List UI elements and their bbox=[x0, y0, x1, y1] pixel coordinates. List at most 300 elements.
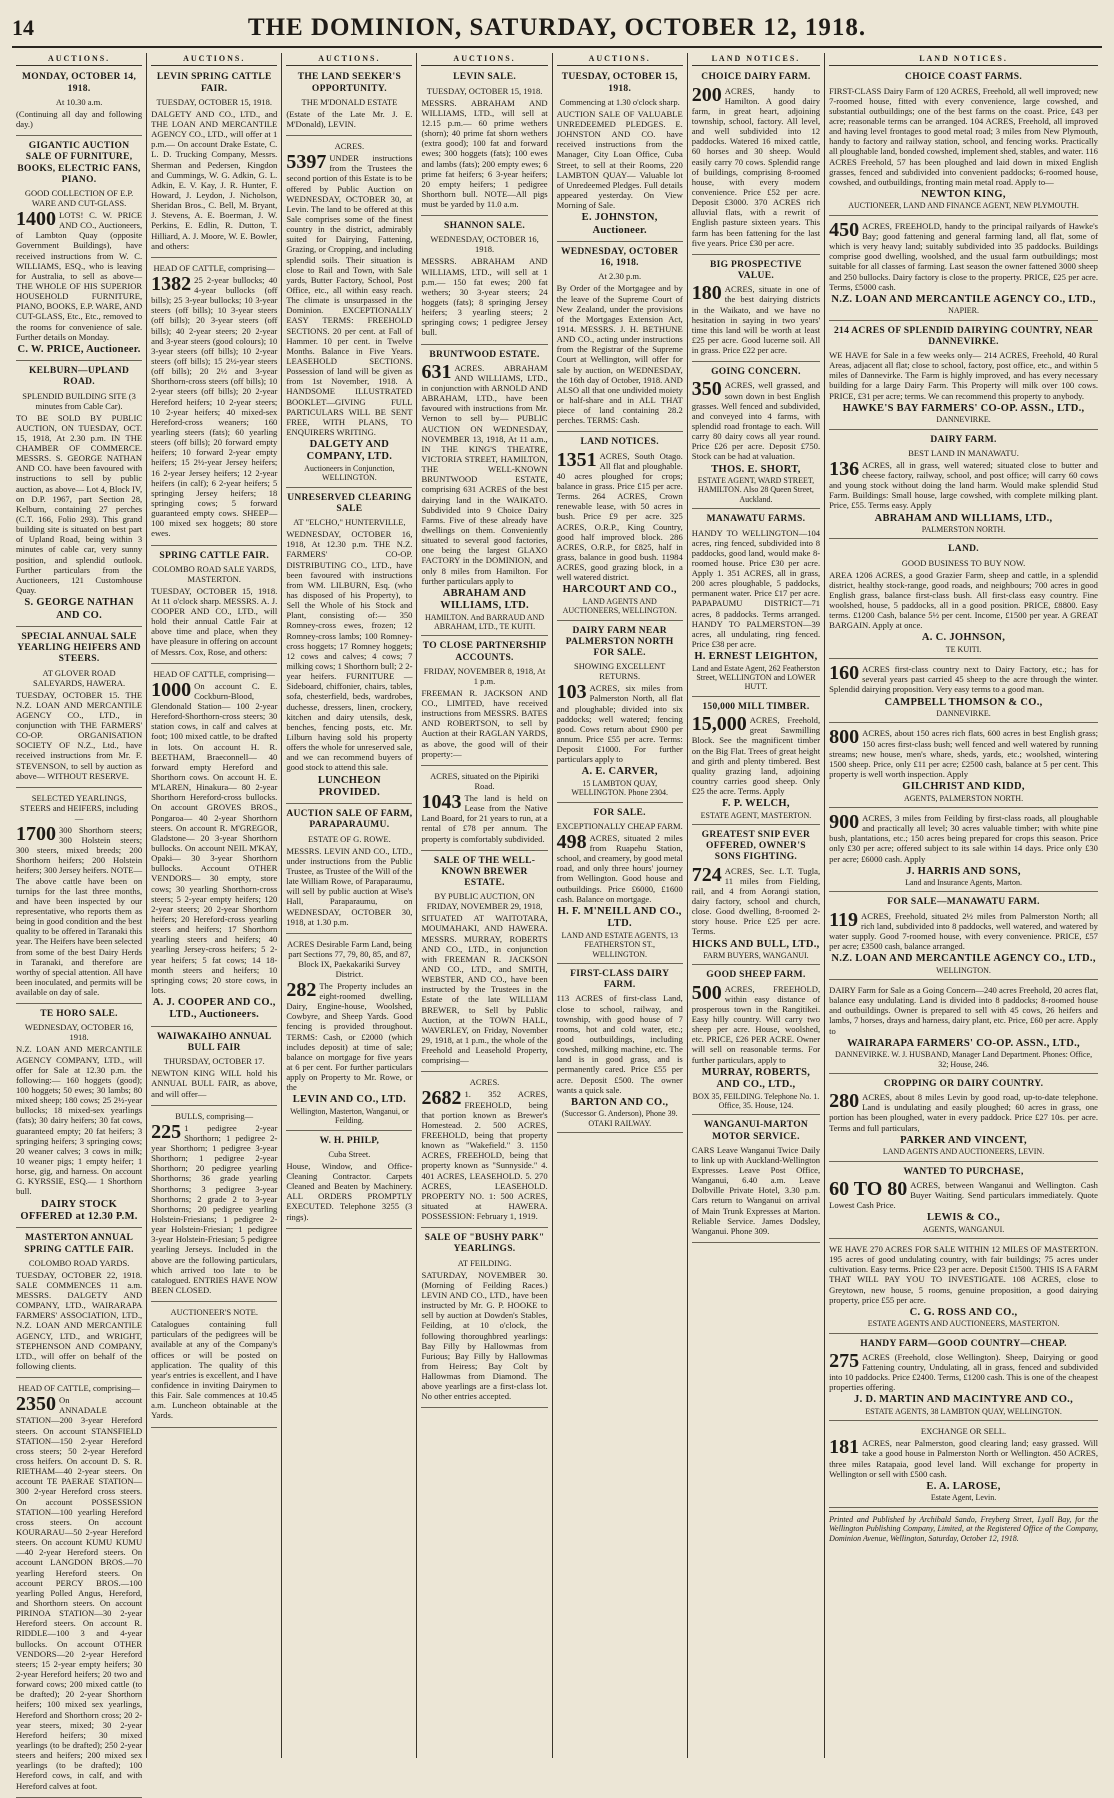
ad-figure: 200 bbox=[691, 83, 722, 106]
advertiser-name: J. D. MARTIN AND MACINTYRE AND CO., bbox=[854, 1394, 1074, 1406]
ad-subtitle: At 2.30 p.m. bbox=[598, 271, 642, 282]
ad-subtitle: AT GLOVER ROAD SALEYARDS, HAWERA. bbox=[33, 667, 126, 688]
ad-title: UNRESERVED CLEARING SALE bbox=[287, 492, 412, 514]
ad-title: THE LAND SEEKER'S OPPORTUNITY. bbox=[297, 72, 402, 94]
ad-title: SPECIAL ANNUAL SALE YEARLING HEIFERS AND STEERS. bbox=[17, 631, 141, 665]
advertisement bbox=[692, 364, 820, 509]
ad-text: WEDNESDAY, OCTOBER 16, 1918, At 12.30 p.m. THE N.Z. FARMERS' CO-OP. DISTRIBUTING CO., LTD., have been favoured with instructions from WM. LILBURN, Esq. (who has disposed of his Property), to Sell the Whole of his Stock and Plant, consisting of:— 350 Romney-cross ewes, frozen; 12 Romney-cross lambs; 100 Romney-cross hoggets; 17 Romney hoggets; 12 cows and calves; 4 cows; 7 milking cows; 1 Shorthorn bull; 2 2-year heifers. FURNITURE — Sideboard, chiffonier, chairs, tables, sofa, chesterfield, beds, wardrobes, duchesse, dressers, linen, crockery, kitchen and dairy utensils, desk, benches, fencing posts, etc. Mr. Lilburn having sold his property offers the whole for unreserved sale, and we can recommend buyers of good stock to attend this sale. bbox=[286, 529, 413, 773]
ad-body bbox=[691, 83, 821, 248]
ad-subtitle: COLOMBO ROAD YARDS. bbox=[28, 1257, 130, 1268]
ad-subtitle: THE M'DONALD ESTATE bbox=[301, 96, 398, 107]
ad-body bbox=[692, 1145, 820, 1236]
newspaper-title: THE DOMINION, SATURDAY, OCTOBER 12, 1918. bbox=[247, 14, 867, 41]
ad-body bbox=[286, 153, 412, 437]
ad-text: MESSRS. ABRAHAM AND WILLIAMS, LTD., will sell at 12.15 p.m.— 60 prime wethers (shorn); 40 prime fat shorn wethers (extra good); 100 fat and forward ewes; 300 hoggets (fats); 100 ewes and lambs (fats); 200 empty ewes; 6 prime fat heifers; 6 3-year heifers; 20 empty heifers; 1 pedigree Shorthorn bull. NOTE—All pigs must be yarded by 11.0 a.m. bbox=[421, 97, 548, 210]
ad-text: ACRES, near Palmerston, good clearing land; easy grassed. Will take a good house in Palmerston North or Wellington. 450 ACRES, three miles Ratapaia, good level land. Will exchange for property in Wellington or sell with £500 cash. bbox=[829, 1438, 1098, 1479]
ad-subtitle: EXCHANGE OR SELL. bbox=[920, 1426, 1007, 1437]
advertiser-name: J. HARRIS AND SONS, bbox=[906, 865, 1021, 877]
ad-subtitle: Commencing at 1.30 o'clock sharp. bbox=[559, 96, 680, 107]
ad-text: LOTS! C. W. PRICE AND CO., Auctioneers, of Lambton Quay (opposite Government Buildings), have received instructions from W. C. WILLIAMS, ESQ., who is leaving for Australia, to sell as above— THE WHOLE OF HIS SUPERIOR HOUSEHOLD FURNITURE, PIANO, BOOKS, E.P. WARE, AND CUT-GLASS, Etc., Etc., removed to the rooms for convenience of sale. Further details on Monday. bbox=[16, 209, 143, 342]
advertisement bbox=[421, 1074, 547, 1228]
advertisement bbox=[421, 853, 547, 1073]
ad-text: WE HAVE 270 ACRES FOR SALE WITHIN 12 MILES OF MASTERTON. 195 acres of good undulating country, with fair buildings; 75 acres under cultivation. Easy terms. Price £23 per acre. Deposit £1500. THIS IS A FARM THAT WILL PAY YOU TO INVESTIGATE. 108 ACRES, close to Greytown, new house, 5 rooms, genuine proposition, a good dairying property, price £55 per acre. bbox=[829, 1244, 1098, 1305]
ad-figure: 280 bbox=[829, 1090, 860, 1113]
ad-text: FIRST-CLASS Dairy Farm of 120 ACRES, Freehold, all well improved; new 7-roomed house, fitted with every convenience, large cowshed, and substantial outbuildings; one of the best farms on the coast. Price, £43 per acre; reasonable terms can be arranged. 104 ACRES, Freehold, all improved and having level frontages to good metal road; 3 miles from New Plymouth, handy to factory and railway station, school, and fencing works. Practically all ploughable land, bonded cowshed, implement shed, stables, and water. 116 ACRES Freehold, 57 has been ploughed and laid down in mixed English grasses, fenced and subdivided into convenient paddocks; 6-roomed house, cowshed, and outbuildings, fronting main metal road. Apply to— bbox=[829, 85, 1098, 187]
advertiser-address: LAND AND ESTATE AGENTS, 13 FEATHERSTON ST., WELLINGTON. bbox=[561, 930, 678, 959]
advertiser-address: Estate Agent, Levin. bbox=[930, 1493, 997, 1503]
ad-body bbox=[829, 728, 1098, 779]
ad-title: WANTED TO PURCHASE, bbox=[903, 1166, 1024, 1177]
ad-figure: 2350 bbox=[16, 1393, 56, 1416]
advertisement bbox=[151, 666, 277, 1027]
ad-figure: 5397 bbox=[286, 151, 327, 174]
ad-title: KELBURN—UPLAND ROAD. bbox=[28, 366, 130, 388]
ad-text: ACRES, South Otago. All flat and ploughable. 40 acres ploughed for crops; balance in grass. Price £15 per acre. Terms. 264 ACRES, Crown renewable lease, with 50 acres in bush. Price £9 per acre. 325 ACRES, O.R.P., King Country, good half improved block. 286 ACRES, O.R.P., for £825, half in grass, balance in good bush. 11984 ACRES, good grazing block, in a well watered district. bbox=[556, 450, 683, 583]
ad-body bbox=[151, 1068, 277, 1098]
ad-body bbox=[691, 981, 821, 1065]
ad-text: WE HAVE for Sale in a few weeks only— 214 ACRES, Freehold, 40 Rural Areas, adjacent all flat; close to school, factory, post office, etc., and within 5 miles of Dannevirke. The Farm is highly improved, and has every necessary building for a large Dairy Farm. This Property will milk over 100 cows. PRICE, £31 per acre; terms. We can recommend this property to anybody. bbox=[829, 350, 1098, 401]
ad-figure: 1400 bbox=[16, 207, 56, 230]
ad-title: BIG PROSPECTIVE VALUE. bbox=[710, 259, 802, 282]
advertisement bbox=[829, 725, 1098, 808]
ad-subtitle: EXCEPTIONALLY CHEAP FARM. bbox=[556, 820, 683, 831]
ad-body bbox=[421, 360, 548, 586]
ad-text: TUESDAY, OCTOBER 15. THE N.Z. LOAN AND MERCANTILE AGENCY CO., LTD., in conjunction with THE FARMERS' CO-OP. ORGANISATION SOCIETY OF N.Z., Ltd., have received instructions from Mr. F. STEVENSON, to sell by auction as above— WITHOUT RESERVE. bbox=[16, 689, 143, 781]
ad-subtitle: SPLENDID BUILDING SITE (3 minutes from Cable Car). bbox=[22, 390, 136, 411]
ad-text: AUCTION SALE OF VALUABLE UNREDEEMED PLEDGES. E. JOHNSTON AND CO. have received instructions from the Manager, City Loan Office, Cuba Street, to sell at their Rooms, 220 LAMBTON QUAY— Valuable lot of Unredeemed Pledges. Full details appeared yesterday. On View Morning of Sale. bbox=[556, 108, 683, 211]
ad-title: MONDAY, OCTOBER 14, 1918. bbox=[22, 72, 137, 94]
advertiser-address: Auctioneers in Conjunction, WELLINGTON. bbox=[304, 463, 395, 483]
ad-title: CHOICE COAST FARMS. bbox=[905, 72, 1023, 83]
ad-body bbox=[16, 690, 142, 781]
ad-body bbox=[829, 1349, 1098, 1393]
advertisement bbox=[692, 827, 820, 965]
advertisement bbox=[557, 805, 683, 964]
ad-body bbox=[829, 1177, 1098, 1211]
advertisement bbox=[421, 347, 547, 637]
ad-figure: 282 bbox=[286, 978, 317, 1001]
advertiser-address: BOX 35, FEILDING. Telephone No. 1. Office, 35. House, 124. bbox=[692, 1091, 820, 1110]
ad-body bbox=[557, 993, 683, 1094]
advertiser-name: H. ERNEST LEIGHTON, bbox=[694, 651, 818, 663]
advertiser-address: ESTATE AGENT, MASTERTON. bbox=[700, 810, 812, 820]
column-7 bbox=[825, 53, 1102, 1758]
ad-title: TO CLOSE PARTNERSHIP ACCOUNTS. bbox=[422, 641, 547, 663]
ad-subtitle: HEAD OF CATTLE, comprising— bbox=[153, 262, 275, 273]
ad-body bbox=[829, 218, 1098, 292]
ad-body bbox=[286, 978, 413, 1093]
ad-subtitle: ACRES. bbox=[334, 141, 365, 152]
ad-text: N.Z. LOAN AND MERCANTILE AGENCY COMPANY, LTD., will offer for Sale at 12.30 p.m. the following:— 160 hoggets (good); 100 hoggets; 50 ewes; 30 lambs; 80 mixed sheep; 180 cows; 25 2½-year bullocks; 18 mixed-sex yearlings (fats); 30 dairy heifers; 30 fat cows, guaranteed empty; 20 fat heifers; 3 springing heifers; 3 springing cows; 20 weaner calves; 3 cows in milk; 10 weaner pigs; 1 empty heifer; 1 horse, gig, and harness. On account G. KYRSSIE, ESQ.— 1 Shorthorn bull. bbox=[16, 1044, 143, 1197]
column-grid bbox=[12, 53, 1102, 1791]
advertisement bbox=[421, 1230, 547, 1408]
advertisement bbox=[829, 432, 1098, 540]
ad-subtitle: At 10.30 a.m. bbox=[55, 96, 103, 107]
ad-body bbox=[421, 98, 547, 210]
advertisement bbox=[829, 661, 1098, 723]
ad-text: On account ANNADALE STATION—200 3-year Hereford steers. On account STANSFIELD STATION—150 2-year Hereford cross steers; 50 2-year Hereford cross heifers. On account D. S. R. RIETHAM—40 2-year steers. On account TE PAERAE STATION—300 2-year Hereford cross steers. On account POSSESSION STATION—100 yearling Hereford cross steers. On account KOURARAU—50 2-year Hereford steers. On account KUMU KUMU—40 2-year Hereford steers. On account LANGDON BROS.—70 yearling Hereford steers. On account PERCY BROS.—100 yearling Polled Angus, Hereford, and Shorthorn steers. On account PIRINOA STATION—30 2-year Hereford steers. On account R. RIDDLE—100 3 and 4-year bullocks. On account OTHER VENDORS—20 2-year Hereford steers; 15 2-year empty heifers; 30 2-year Hereford heifers; 20 two and forward cows; 200 mixed cattle (to be drafted); 20 2-year Shorthorn heifers; 100 mixed sex yearlings, Hereford and Shorthorn cross; 20 2-year steers, mixed; 30 2-year Hereford heifers; 30 mixed yearlings (to be drafted); 250 2-year steers and heifers; 200 mixed sex yearlings (to be drafted); 100 Hereford cows, in calf, and with Hereford calves at foot. bbox=[16, 1395, 143, 1791]
ad-body bbox=[692, 528, 820, 650]
ad-body bbox=[829, 86, 1098, 187]
advertiser-name: H. F. M'NEILL AND CO., LTD. bbox=[557, 905, 682, 930]
advertiser-name: DAIRY STOCK OFFERED at 12.30 P.M. bbox=[20, 1198, 138, 1222]
ad-title: WANGANUI-MARTON MOTOR SERVICE. bbox=[703, 1120, 809, 1142]
ad-text: On account C. E. Cockburn-Blood, Glendonald Station— 100 2-year Hereford-Shorthorn-cross steers; 30 station cows, in calf and calves at foot; 100 mixed cattle, to be drafted in lots. On account H. R. BEETHAM, Braeconnell— 40 forward empty Hereford and Shorthorn cows. On account H. E. M'LAREN, Hinakura— 80 2-year Shorthorn Hereford-cross bullocks. On account GROVES BROS., Pongaroa— 40 2-year Shorthorn steers. On account R. M'GREGOR, Gladstone— 20 3-year Shorthorn bullocks. On account NEIL M'KAY, Opaki— 30 3-year Shorthorn bullocks. Account OTHER VENDORS— 30 empty, store cows; 30 yearling Shorthorn-cross steers; 5 2-year empty heifers; 120 2-year steers; 20 2-year Shorthorn heifers; 20 Hereford-cross yearling steers and heifers; 17 Shorthorn yearling steers and heifers; 40 yearling Jersey-cross heifers; 5 2-year heifers; 5 fat cows; 14 18-month steers and heifers; 10 springing cows; 20 store cows, in lots. bbox=[151, 680, 278, 995]
advertiser-name: DALGETY AND COMPANY, LTD. bbox=[306, 439, 393, 463]
advertiser-address: AUCTIONEER, LAND AND FINANCE AGENT, NEW PLYMOUTH. bbox=[848, 201, 1079, 211]
ad-title: BRUNTWOOD ESTATE. bbox=[429, 349, 540, 360]
advertiser-name: E. A. LAROSE, bbox=[926, 1480, 1001, 1492]
ad-subtitle: COLOMBO ROAD SALE YARDS, MASTERTON. bbox=[152, 563, 277, 584]
ad-text: ACRES, between Wanganui and Wellington. Cash Buyer Waiting. Send particulars immediately. Quote Lowest Cash Price. bbox=[829, 1179, 1098, 1211]
ad-title: SHANNON SALE. bbox=[444, 221, 526, 232]
ad-text: HANDY TO WELLINGTON—104 acres, ring fenced, subdivided into 8 paddocks, good land, would make 8-roomed house. Price £30 per acre. Apply 1. 351 ACRES, all in grass, 200 acres ploughable, 5 paddocks, permanent water. Price £17 per acre. PAPAPAUMU DISTRICT—71 acres, 8 paddocks. Terms arranged. HANDY TO PALMERSTON—39 acres, all undulating, ring fenced. Price £38 per acre. bbox=[691, 527, 821, 650]
advertisement bbox=[692, 1117, 820, 1243]
ad-title: SPRING CATTLE FAIR. bbox=[159, 550, 270, 561]
ad-body bbox=[286, 529, 412, 772]
column-4 bbox=[417, 53, 552, 1758]
ad-subtitle: THURSDAY, OCTOBER 17. bbox=[163, 1056, 265, 1067]
ad-body bbox=[556, 448, 683, 583]
ad-figure: 1000 bbox=[151, 678, 192, 701]
ad-title: FIRST-CLASS DAIRY FARM. bbox=[570, 968, 670, 991]
advertisement bbox=[16, 69, 142, 136]
advertiser-name: PARKER AND VINCENT, bbox=[900, 1134, 1027, 1146]
advertiser-name: HARCOURT AND CO., bbox=[562, 584, 677, 596]
ad-body bbox=[286, 846, 412, 927]
ad-title: 214 ACRES OF SPLENDID DAIRYING COUNTRY, NEAR DANNEVIRKE. bbox=[833, 325, 1094, 347]
advertisement bbox=[557, 434, 683, 620]
advertisement bbox=[829, 1164, 1098, 1239]
advertiser-name: MURRAY, ROBERTS, AND CO., LTD., bbox=[701, 1066, 811, 1091]
ad-text: ACRES, handy to Hamilton. A good dairy farm, in great heart, adjoining township, school, factory. All level, and well subdivided into 12 paddocks. Watered 16 mixed cattle, 60 horses and 30 sheep. Would easily carry 70 cows. Splendid range of buildings, comprising 8-roomed house, with every modern convenience. Price £52 per acre. Deposit £3000. 370 ACRES rich alluvial flats, with a rewrit of English pasture sixteen years. This farm has been fattening for the last five years. Price £30 per acre. bbox=[691, 85, 821, 248]
ad-text: House, Window, and Office-Cleaning Contractor. Carpets Cleaned and Beaten by Machinery. ALL ORDERS PROMPTLY EXECUTED. Telephone 3255 (3 rings). bbox=[286, 1160, 413, 1222]
ad-subtitle: GOOD BUSINESS TO BUY NOW. bbox=[901, 557, 1026, 568]
ad-text: ACRES, situate in one of the best dairying districts in the Waikato, and we have no hesitation in saying in two years' time this land will be worth at least £25 per acre. Good lucerne soil. All in grass. Price £22 per acre. bbox=[691, 284, 821, 356]
ad-body bbox=[421, 913, 547, 1065]
advertisement bbox=[692, 257, 820, 362]
ad-text: DALGETY AND CO., LTD., and THE LOAN AND MERCANTILE AGENCY CO., LTD., will offer at 1 p.m.— On account Drake Estate, C. L. D. Trucking Company, Messrs. Sherman and Pedersen, Kingdon and Cummings, W. G. Adkin, G. L. Adkin, E. V. Kay, J. R. Hunter, F. Howard, J. Leydon, J. Nicholson, Sheridan Bros., C. Bell, M. Bryant, J. Stevens, A. E. Boerman, J. W. Perkins, E. Edlin, R. Dutton, T. Hilliard, A. J. Moore, W. E. Bowler, and others: bbox=[151, 108, 278, 251]
ad-title: GOOD SHEEP FARM. bbox=[706, 970, 806, 981]
advertisement bbox=[16, 1380, 142, 1798]
advertisement bbox=[829, 1241, 1098, 1334]
ad-text: 1. 352 ACRES, FREEHOLD, being that portion known as Brewer's Homestead. 2. 500 ACRES, FREEHOLD, being that property known as "Wakefield." 3. 1150 ACRES, FREEHOLD, being that property known as "Sunnyside." 4. 401 ACRES, LEASEHOLD. 5. 270 ACRES, LEASEHOLD. PROPERTY NO. 1: 500 ACRES, situated at HAWERA. POSSESSION: February 1, 1919. bbox=[421, 1089, 548, 1222]
advertiser-address: ESTATE AGENTS, 38 LAMBTON QUAY, WELLINGTON. bbox=[865, 1406, 1062, 1416]
ad-text: ACRES, all in grass, well watered; situated close to butter and cheese factory, railway, school, and post office; will carry 60 cows and young stock without doing the land harm. Would make splendid Stud Farm. Buildings: Small house, large cowshed, with complete milking plant. Price, £55. Terms easy. Apply bbox=[829, 459, 1098, 511]
ad-text: ACRES, 3 miles from Feilding by first-class roads, all ploughable and practically all level; 30 acres valuable timber; with white pine bush, plantations, etc.; 150 acres being prepared for crops this season. Price only £30 per acre; offered subject to its sale within 14 days. Price only £30 per acre; £6000 cash. Apply bbox=[829, 812, 1098, 864]
ad-text: MESSRS. LEVIN AND CO., LTD., under instructions from the Public Trustee, as Trustee of the Will of the late William Rowe, of Paraparaumu, will sell by public auction at Wise's Hall, Paraparaumu, on WEDNESDAY, OCTOBER 30, 1918, at 1.30 p.m. bbox=[286, 845, 413, 927]
advertiser-address: AGENTS, PALMERSTON NORTH. bbox=[903, 793, 1024, 803]
ad-title: AUCTION SALE OF FARM, PARAPARAUMU. bbox=[286, 809, 413, 831]
ad-figure: 225 bbox=[151, 1120, 182, 1143]
ad-title: DAIRY FARM NEAR PALMERSTON NORTH FOR SALE. bbox=[565, 625, 674, 659]
ad-body bbox=[829, 1092, 1098, 1133]
advertisement bbox=[16, 1006, 142, 1228]
column-6 bbox=[688, 53, 825, 1758]
ad-text: UNDER instructions from the Trustees the second portion of this Estate is to be offered by Public Auction on WEDNESDAY, OCTOBER 30, at Levin. The land to be offered at this Sale comprises some of the finest country in the district, admirably suited for Dairying, Fattening, Grazing, or Cropping, and including splendid soils. Their situation is close to Rail and Town, with Sale yards, Butter Factory, School, Post Office, etc., all within easy reach. The climate is unsurpassed in the Dominion. EXCEPTIONALLY EASY TERMS: FREEHOLD SECTIONS. 20 per cent. at Fall of Hammer. 10 per cent. in Twelve Months. Balance in Five Years. LEASEHOLD SECTIONS. Possession of land will be given as from 1st November, 1918. A HANDSOME ILLUSTRATED BOOKLET—GIVING FULL PARTICULARS WILL BE SENT FREE, WITH PLANS, TO ENQUIRERS WRITING. bbox=[286, 153, 413, 437]
ad-text: ACRES. ABRAHAM AND WILLIAMS, LTD., in conjunction with ARNOLD AND ABRAHAM, LTD., have been favoured with instructions from Mr. Vernon to sell by— PUBLIC AUCTION ON WEDNESDAY, NOVEMBER 13, 1918, At 11 a.m., IN THE KING'S THEATRE, VICTORIA STREET, HAMILTON, THE WELL-KNOWN BRUNTWOOD ESTATE, comprising 631 ACRES of the best dairying land in the WAIKATO. Subdivided into 9 Choice Dairy Farms. Five of these already have dwellings on them. Conveniently situated to several good factories, one being the largest GLAXO FACTORY in the DOMINION, and only 8 miles from Hamilton. For further particulars apply to bbox=[421, 362, 548, 586]
advertisement bbox=[286, 1133, 412, 1229]
ad-body bbox=[151, 586, 277, 657]
ad-figure: 181 bbox=[829, 1436, 860, 1459]
advertisement bbox=[557, 69, 683, 242]
column-heading: AUCTIONS. bbox=[557, 53, 683, 66]
ad-figure: 498 bbox=[556, 830, 587, 853]
ad-title: CROPPING OR DAIRY COUNTRY. bbox=[883, 1078, 1044, 1089]
ad-text: NEWTON KING WILL hold his ANNUAL BULL FAIR, as above, and will offer— bbox=[151, 1068, 278, 1099]
ad-text: FREEMAN R. JACKSON AND CO., LIMITED, have received instructions from MESSRS. BATES AND ROBERTSON, to sell by Auction at their RAGLAN YARDS, as above, the good will of their property:— bbox=[421, 687, 548, 759]
ad-text: ACRES, situated 2 miles from Ruapehu Station, school, and creamery, by good metal road, and only three hours' journey from Wellington. Good house and outbuildings. Price £6000, £1600 cash. Balance on mortgage. bbox=[556, 832, 683, 904]
ad-body bbox=[151, 678, 278, 995]
ad-body bbox=[151, 109, 277, 251]
advertiser-address: HAMILTON. And BARRAUD AND ABRAHAM, LTD., TE KUITI. bbox=[424, 612, 545, 632]
printer-imprint: Printed and Published by Archibald Sando, Freyberg Street, Lyall Bay, for the Wellington Publishing Company, Limited, at the Registered Office of the Company, Dominion Avenue, Wellington, Saturday, October 12, 1918. bbox=[829, 1511, 1098, 1543]
advertiser-address: WELLINGTON. bbox=[936, 965, 991, 975]
ad-text: ACRES, Freehold, situated 2½ miles from Palmerston North; all rich land, subdivided into 8 paddocks, well watered, and watered by water supply. Good 7-roomed house, with every convenience. PRICE, £57 per acre; £3500 cash, balance arranged. bbox=[829, 910, 1098, 952]
ad-body bbox=[16, 109, 142, 129]
ad-body bbox=[691, 863, 821, 937]
advertisement bbox=[151, 1108, 277, 1302]
ad-body bbox=[829, 1438, 1098, 1479]
ad-figure: 180 bbox=[691, 282, 722, 305]
advertiser-name: N.Z. LOAN AND MERCANTILE AGENCY CO., LTD., bbox=[831, 953, 1096, 965]
advertisement bbox=[692, 699, 820, 825]
column-3 bbox=[282, 53, 417, 1758]
ad-title: 150,000 MILL TIMBER. bbox=[702, 701, 810, 712]
ad-figure: 15,000 bbox=[691, 713, 747, 736]
advertiser-address: LAND AGENTS AND AUCTIONEERS, WELLINGTON. bbox=[562, 596, 677, 616]
ad-text: ACRES, about 150 acres rich flats, 600 acres in best English grass; 150 acres first-class bush; well fenced and well watered by running streams; new house, men's whare, sheds, yards, etc.; woolshed, wintering 1500 sheep. Price, only £11 per acre; £2500 cash, balance at 5 per cent. This property is well worth inspection. Apply bbox=[829, 728, 1098, 779]
advertisement bbox=[151, 69, 277, 257]
ad-title: FOR SALE—MANAWATU FARM. bbox=[887, 897, 1040, 908]
ad-title: WAIWAKAIHO ANNUAL BULL FAIR bbox=[156, 1031, 272, 1054]
advertiser-address: Land and Insurance Agents, Marton. bbox=[905, 878, 1022, 888]
advertiser-address: PALMERSTON NORTH. bbox=[921, 524, 1006, 534]
ad-subtitle: Cuba Street. bbox=[328, 1148, 371, 1159]
advertisement bbox=[286, 138, 412, 488]
advertisement bbox=[829, 69, 1098, 215]
advertiser-name: WAIRARAPA FARMERS' CO-OP. ASSN., LTD., bbox=[847, 1037, 1080, 1049]
ad-subtitle: ESTATE OF G. ROWE. bbox=[308, 833, 391, 844]
ad-title: TUESDAY, OCTOBER 15, 1918. bbox=[561, 72, 678, 94]
ad-body bbox=[421, 790, 548, 844]
ad-text: (Estate of the Late Mr. J. E. M'Donald), LEVIN. bbox=[286, 108, 413, 129]
ad-body bbox=[692, 380, 820, 461]
ad-text: ACRES (Freehold, close Wellington). Sheep, Dairying or good Fattening country, Undulating, all in grass, fenced and subdivided into 10 paddocks. Price £2400. Terms, £1200 cash. This is one of the cheapest properties offering. bbox=[829, 1351, 1098, 1393]
ad-subtitle: ACRES Desirable Farm Land, being part Sections 77, 79, 80, 85, and 87, Block IX, Paekakariki Survey District. bbox=[286, 938, 412, 979]
advertisement bbox=[151, 260, 277, 546]
ad-subtitle: HEAD OF CATTLE, comprising— bbox=[153, 668, 275, 679]
ad-text: MESSRS. ABRAHAM AND WILLIAMS, LTD., will sell at 1 p.m.— 150 fat ewes; 200 fat wethers; 30 3-year steers; 24 hoggets (fats); 8 springing Jersey heifers; 3 yearling steers; 2 springing cows; 1 pedigree Jersey bull. bbox=[421, 256, 548, 338]
ad-text: ACRES, about 8 miles Levin by good road, up-to-date telephone. Land is undulating and easily ploughed; 60 acres in grass, one portion has been ploughed, water in every paddock. Price £27 10s. per acre. Terms and full particulars, bbox=[829, 1092, 1098, 1133]
advertiser-address: FARM BUYERS, WANGANUI. bbox=[703, 950, 809, 960]
ad-figure: 800 bbox=[829, 726, 860, 749]
column-5 bbox=[553, 53, 688, 1758]
ad-figure: 900 bbox=[829, 810, 860, 833]
ad-title: TE HORO SALE. bbox=[40, 1009, 118, 1020]
ad-subtitle: FRIDAY, NOVEMBER 8, 1918, At 1 p.m. bbox=[423, 665, 546, 686]
ad-body bbox=[421, 1270, 547, 1402]
ad-title: W. H. PHILP, bbox=[319, 1135, 380, 1146]
ad-body bbox=[16, 207, 143, 342]
ad-body bbox=[829, 570, 1098, 631]
ad-body bbox=[829, 457, 1098, 511]
advertiser-name: N.Z. LOAN AND MERCANTILE AGENCY CO., LTD., bbox=[831, 293, 1096, 305]
advertiser-name: GILCHRIST AND KIDD, bbox=[902, 781, 1025, 793]
advertisement bbox=[829, 982, 1098, 1074]
advertiser-address: DANNEVIRKE. bbox=[936, 415, 991, 425]
advertiser-name: HAWKE'S BAY FARMERS' CO-OP. ASSN., LTD., bbox=[842, 402, 1085, 414]
advertiser-name: ABRAHAM AND WILLIAMS, LTD., bbox=[874, 512, 1053, 524]
column-1 bbox=[12, 53, 147, 1791]
advertiser-address: 15 LAMBTON QUAY, WELLINGTON. Phone 2304. bbox=[571, 778, 669, 798]
ad-title: LAND NOTICES. bbox=[580, 437, 659, 448]
ad-body bbox=[151, 272, 278, 539]
ad-text: AREA 1206 ACRES, a good Grazier Farm, sheep and cattle, in a splendid district, healthy stock-range, good roads, and neighbours; 700 acres in good English grass, balance first-class bush. All first-class easy country. Fine woolshed, house, 5 paddocks, all in a good position. PRICE, £8800. Easy terms. £1200 Cash, balance 5½ per cent. Income, £1500 per year. A GREAT BARGAIN. Apply at once. bbox=[829, 569, 1098, 631]
advertisement bbox=[16, 138, 142, 361]
ad-title: GREATEST SNIP EVER OFFERED, OWNER'S SONS FIGHTING. bbox=[701, 830, 811, 863]
advertiser-address: ESTATE AGENT, WARD STREET, HAMILTON. Also 28 Queen Street, Auckland. bbox=[697, 475, 815, 504]
advertisement bbox=[829, 1076, 1098, 1162]
advertiser-address: TE KUITI. bbox=[945, 644, 982, 654]
advertiser-name: BARTON AND CO., bbox=[571, 1096, 669, 1108]
ad-text: ACRES first-class country next to Dairy Factory, etc.; has for several years past carried 45 sheep to the acre through the winter. Splendid dairying proposition. Very easy terms to a good man. bbox=[829, 664, 1098, 695]
ad-text: TUESDAY, OCTOBER 15, 1918. At 11 o'clock sharp. MESSRS. A. J. COOPER AND CO., LTD., will hold their annual Cattle Fair at above time and place, when they have pleasure in offering on account of Messrs. Cox, Rose, and others: bbox=[151, 585, 278, 657]
advertisement bbox=[151, 1304, 277, 1427]
ad-body bbox=[16, 413, 142, 596]
advertiser-address: Land and Estate Agent, 262 Featherston Street, WELLINGTON and LOWER HUTT. bbox=[691, 663, 820, 692]
advertisement bbox=[421, 768, 547, 851]
ad-text: 300 Shorthorn steers; 300 Holstein steers; 300 steers, mixed breeds; 200 Shorthorn heifers; 200 Holstein heifers; 300 Jersey heifers. NOTE—The above cattle have been on turnips for the last three months, and have been inspected by our representative, who reports them as being in good condition and the best quality to be offered in Taranaki this year. The Heifers have been selected from some of the best Dairy Herds in Taranaki, and therefore are worthy of special attention. All have been inoculated, and permits will be available on day of sale. bbox=[16, 824, 143, 998]
page-number: 14 bbox=[12, 15, 34, 40]
ad-body bbox=[16, 822, 143, 998]
ad-subtitle: AT FEILDING. bbox=[457, 1257, 512, 1268]
ad-figure: 2682 bbox=[421, 1087, 462, 1110]
ad-text: ACRES, FREEHOLD, within easy distance of prosperous town in the Rangitikei. Easy hilly country. Will carry two sheep per acre. House, woolshed, etc. PRICE, £26 PER ACRE. Owner will sell on reasonable terms. For further particulars, apply to bbox=[691, 983, 821, 1065]
ad-title: GIGANTIC AUCTION SALE OF FURNITURE, BOOKS, ELECTRIC FANS, PIANO. bbox=[17, 141, 141, 185]
advertiser-name: C. G. ROSS AND CO., bbox=[909, 1306, 1018, 1318]
advertisement bbox=[692, 69, 820, 254]
ad-body bbox=[16, 1270, 142, 1371]
advertiser-name: E. JOHNSTON, Auctioneer. bbox=[581, 212, 658, 236]
ad-figure: 119 bbox=[829, 908, 859, 931]
ad-subtitle: ACRES. bbox=[469, 1077, 500, 1088]
ad-figure: 1043 bbox=[421, 790, 462, 813]
ad-body bbox=[829, 664, 1098, 694]
ad-body bbox=[829, 810, 1098, 864]
advertisement bbox=[421, 638, 547, 765]
ad-title: GOING CONCERN. bbox=[711, 367, 801, 378]
advertisement bbox=[829, 1423, 1098, 1507]
advertiser-address: DANNEVIRKE. W. J. HUSBAND, Manager Land Department. Phones: Office, 32; House, 246. bbox=[834, 1050, 1093, 1069]
advertiser-name: A. J. COOPER AND CO., LTD., Auctioneers. bbox=[152, 997, 276, 1021]
ad-subtitle: ACRES, situated on the Pipiriki Road. bbox=[430, 770, 539, 791]
advertisement bbox=[557, 966, 683, 1133]
ad-text: SITUATED AT WAITOTARA, MOUMAHAKI, AND HAWERA. MESSRS. MURRAY, ROBERTS AND CO., LTD., in conjunction with FREEMAN R. JACKSON AND CO., LTD., and SMITH, WEBSTER, AND CO., have been instructed by the Trustees in the Estate of the late WILLIAM BREWER, to Sell by Public Auction, at the TOWN HALL, WAVERLEY, on Friday, November 29, 1918, at 1 p.m., the whole of the Freehold and Leasehold Property, comprising— bbox=[421, 913, 548, 1066]
column-heading: AUCTIONS. bbox=[16, 53, 142, 66]
ad-text: Catalogues containing full particulars of the pedigrees will be available at any of the Company's offices or will be posted on application. The quality of this year's entries is excellent, and I have confidence in inviting Dairymen to this Fair. Sale commences at 10.45 a.m. Luncheon obtainable at the Yards. bbox=[151, 1319, 278, 1421]
advertiser-address: Wellington, Masterton, Wanganui, or Feilding. bbox=[290, 1106, 409, 1126]
masthead bbox=[12, 10, 1102, 48]
advertiser-address: NAPIER. bbox=[948, 306, 979, 316]
ad-title: LAND. bbox=[948, 544, 979, 555]
ad-text: ACRES, six miles from Palmerston North, all flat and ploughable; divided into six paddocks; well watered; fencing good. Cows return about £900 per annum. Price £55 per acre. Terms: Deposit £1000. For further particulars apply to bbox=[556, 683, 683, 765]
ad-body bbox=[829, 908, 1098, 952]
advertisement bbox=[829, 894, 1098, 980]
ad-body bbox=[692, 715, 820, 796]
ad-figure: 103 bbox=[556, 681, 587, 704]
ad-body bbox=[421, 688, 547, 759]
ad-text: ACRES, FREEHOLD, handy to the principal railyards of Hawke's Bay; good fattening and general farming land, all flat, some of which is very heavy land; suitably subdivided into 35 paddocks. Buildings comprise good dwelling, woolshed, and the usual farm outbuildings; most suitable for all classes of farming. Last season the owner fattened 3000 sheep and 250 bullocks. Dairy factory is close to the property. PRICE, £25 per acre. Terms, £5000 cash. bbox=[829, 220, 1098, 292]
column-2 bbox=[147, 53, 282, 1758]
ad-subtitle: GOOD COLLECTION OF E.P. WARE AND CUT-GLASS. bbox=[24, 187, 134, 208]
ad-text: 25 2-year bullocks; 40 4-year bullocks (off bills); 25 3-year bullocks; 10 3-year steers (off bills); 10 3-year steers (off bills); 20 3-year steers (off bills); 40 2-year steers; 20 2-year and 3-year steers (good colours); 10 3-year steers (off bills); 10 2-year steers (off bills); 15 2½-year steers (off bills); 20 2½ and 3-year Shorthorn-cross steers (off bills); 10 2-year steers (off bills); 20 2-year Hereford heifers; 10 2-year steers; 10 2-year heifers; 40 mixed-sex Hereford-cross weaners; 160 yearling steers (fats); 60 yearling steers (off bills); 20 forward empty heifers; 10 forward 2-year empty heifers; 15 2½-year Jersey heifers; 16 2-year Jersey heifers; 12 2-year heifers (in calf); 6 2-year heifers; 5 springing Jersey heifers; 18 springing cows; 5 forward guaranteed empty cows. SHEEP—100 mixed sex hoggets; 80 store ewes. bbox=[151, 274, 278, 539]
ad-figure: 1382 bbox=[151, 272, 192, 295]
ad-text: (Continuing all day and following day.) bbox=[16, 108, 143, 129]
column-heading: AUCTIONS. bbox=[286, 53, 412, 66]
advertiser-address: DANNEVIRKE. bbox=[936, 708, 991, 718]
ad-body bbox=[557, 683, 683, 764]
ad-figure: 450 bbox=[829, 218, 860, 241]
advertisement bbox=[151, 548, 277, 664]
column-heading: AUCTIONS. bbox=[151, 53, 277, 66]
ad-body bbox=[557, 109, 683, 210]
advertiser-name: C. W. PRICE, Auctioneer. bbox=[17, 343, 141, 355]
advertisement bbox=[829, 218, 1098, 321]
ad-title: LEVIN SPRING CATTLE FAIR. bbox=[156, 72, 272, 94]
advertiser-address: LAND AGENTS AND AUCTIONEERS, LEVIN. bbox=[882, 1147, 1045, 1157]
advertisement bbox=[692, 511, 820, 697]
ad-title: HANDY FARM—GOOD COUNTRY—CHEAP. bbox=[860, 1338, 1067, 1349]
advertiser-name: THOS. E. SHORT, bbox=[711, 463, 801, 475]
ad-text: DAIRY Farm for Sale as a Going Concern—240 acres Freehold, 20 acres flat, balance easy undulating. Land is divided into 8 paddocks; 8-roomed house and outbuildings. Owner is prepared to sell with 45 cows, 26 heifers and lambs, 7 horses, drays and harness, dairy plant, etc. Price, £60 per acre. Apply to bbox=[829, 985, 1098, 1036]
ad-figure: 724 bbox=[691, 863, 722, 886]
advertisement bbox=[16, 790, 142, 1004]
ad-title: DAIRY FARM. bbox=[930, 434, 997, 445]
ad-text: TUESDAY, OCTOBER 22, 1918. SALE COMMENCES 11 a.m. MESSRS. DALGETY AND COMPANY, LTD., WAIRARAPA FARMERS' ASSOCIATION, LTD., N.Z. LOAN AND MERCANTILE AGENCY, LTD., and WRIGHT, STEPHENSON AND COMPANY, LTD., will offer on behalf of the following clients. bbox=[16, 1269, 143, 1372]
advertiser-name: LEVIN AND CO., LTD. bbox=[292, 1094, 407, 1106]
ad-title: SALE OF THE WELL-KNOWN BREWER ESTATE. bbox=[433, 855, 536, 889]
ad-text: ACRES, Freehold, great Sawmilling Block. See the magnificent timber on the Big Flat. Trees of great height and girth and plenty timbered. Best quality grazing land, adjoining country carries good sheep. Only £25 the acre. Terms. Apply bbox=[691, 715, 821, 797]
advertisement bbox=[829, 323, 1098, 430]
advertisement bbox=[829, 810, 1098, 893]
advertiser-address: ESTATE AGENTS AND AUCTIONEERS, MASTERTON. bbox=[867, 1319, 1060, 1329]
advertisement bbox=[557, 623, 683, 803]
advertisement bbox=[692, 967, 820, 1115]
ad-text: CARS Leave Wanganui Twice Daily to link up with Auckland-Wellington Expresses. Leave Post Office, Wanganui, 6.40 a.m. Leave Dolbville Private Hotel, 3.30 p.m. Cars return to Wanganui on arrival of Main Trunk Expresses at Marton. Reliable Service. James Dodsley, Wanganui. Phone 309. bbox=[691, 1144, 821, 1236]
advertiser-address: AGENTS, WANGANUI. bbox=[922, 1224, 1005, 1234]
ad-body bbox=[421, 1089, 547, 1221]
ad-body bbox=[151, 1120, 278, 1295]
ad-subtitle: TUESDAY, OCTOBER 15, 1918. bbox=[426, 85, 543, 96]
advertiser-name: HICKS AND BULL, LTD., bbox=[692, 938, 820, 950]
ad-body bbox=[829, 350, 1098, 401]
ad-figure: 350 bbox=[691, 378, 722, 401]
advertiser-address: (Successor G. Anderson), Phone 39. OTAKI RAILWAY. bbox=[561, 1109, 678, 1128]
ad-figure: 1700 bbox=[16, 822, 56, 845]
ad-body bbox=[286, 109, 412, 129]
ad-subtitle: SELECTED YEARLINGS, STEERS and HEIFERS, including— bbox=[20, 792, 139, 823]
ad-figure: 60 TO 80 bbox=[829, 1177, 908, 1200]
ad-title: WEDNESDAY, OCTOBER 16, 1918. bbox=[560, 247, 679, 269]
advertisement bbox=[16, 1230, 142, 1378]
advertisement bbox=[16, 363, 142, 627]
ad-text: ACRES, Sec. L.T. Tugla, 11 miles from Fielding, rail, and 4 from Aorangi station, dairy factory, school and church, close. Good dwelling, 8-roomed 2-story house. Price £25 per acre. Terms. bbox=[691, 865, 821, 937]
ad-body bbox=[829, 1244, 1098, 1305]
ad-subtitle: BEST LAND IN MANAWATU. bbox=[908, 447, 1019, 458]
ad-body bbox=[16, 1395, 142, 1790]
advertiser-name: A. E. CARVER, bbox=[581, 766, 658, 778]
